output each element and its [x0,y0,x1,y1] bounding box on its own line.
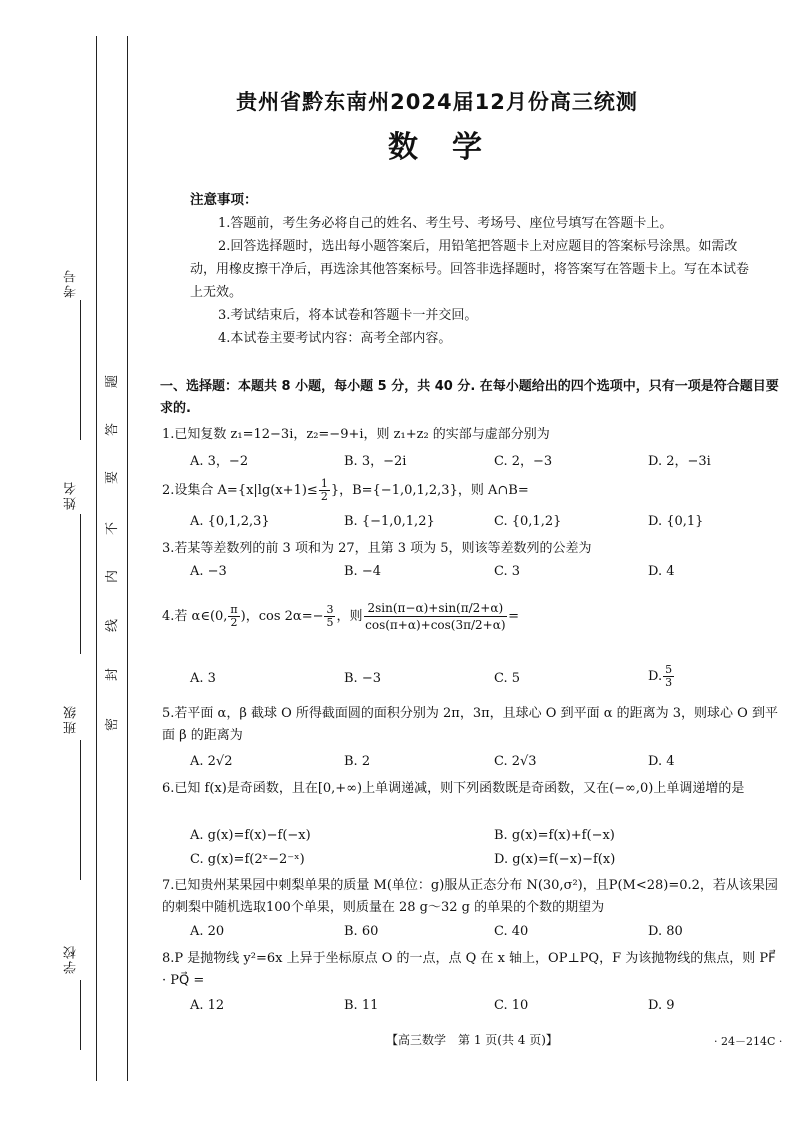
seal-char: 答 [105,422,121,437]
seal-char: 不 [105,521,121,536]
class-label: 班级 [64,704,79,734]
class-blank[interactable] [80,740,82,880]
question-6-stem: 6.已知 f(x)是奇函数，且在[0,+∞)上单调递减，则下列函数既是奇函数，又在(−∞,0)上单调递增的是 [162,781,745,796]
question-5-stem: 5.若平面 α，β 截球 O 所得截面圆的面积分别为 2π，3π，且球心 O 到平面 α 的距离为 3，则球心 O 到平面 β 的距离为 [162,706,778,743]
q4-big-fraction: $\frac{2\sin(\pi-\alpha)+\sin(\pi/2+\alpha)}{\cos(\pi+\alpha)+\cos(3\pi/2+\alpha)}$ [365,601,506,632]
q4-option-c: C. 5 [494,671,521,686]
notice-item-1: 1.答题前，考生务必将自己的姓名、考生号、考场号、座位号填写在答题卡上。 [218,216,673,231]
q5-option-d: D. 4 [648,754,675,769]
q4-equals: = [508,608,520,624]
q1-option-b: B. 3，−2i [344,454,407,469]
q4-pi-over-2: $\frac{\pi}{2}$ [230,603,238,629]
q3-option-a: A. −3 [190,564,227,579]
seal-char: 题 [105,374,121,389]
notice-heading: 注意事项： [190,192,258,208]
q6-option-c: C. g(x)=f(2ˣ−2⁻ˣ) [190,852,305,867]
q8-option-c: C. 10 [494,998,529,1013]
q3-option-d: D. 4 [648,564,675,579]
seal-char: 要 [105,470,121,485]
q4-option-b: B. −3 [344,671,381,686]
q6-option-d: D. g(x)=f(−x)−f(x) [494,852,616,867]
q2-stem-post: }，B={−1,0,1,2,3}，则 A∩B= [330,483,529,498]
seal-char: 内 [105,569,121,584]
q2-option-a: A. {0,1,2,3} [190,514,270,529]
q2-option-c: C. {0,1,2} [494,514,562,529]
q3-option-b: B. −4 [344,564,381,579]
q8-option-d: D. 9 [648,998,675,1013]
question-7-stem: 7.已知贵州某果园中刺梨单果的质量 M(单位：g)服从正态分布 N(30,σ²)，且P(M<28)=0.2，若从该果园的刺梨中随机选取100个单果，则质量在 28 g～32 g 的单果的个数的期望为 [162,878,778,915]
q7-option-a: A. 20 [190,924,225,939]
q2-option-b: B. {−1,0,1,2} [344,514,435,529]
question-8-stem: 8.P 是抛物线 y²=6x 上异于坐标原点 O 的一点，点 Q 在 x 轴上，OP⊥PQ，F 为该抛物线的焦点，则 PF⃗ · PQ⃗ = [162,951,776,988]
q3-option-c: C. 3 [494,564,521,579]
exam-title: 贵州省黔东南州2024届12月份高三统测 [236,90,638,114]
q1-option-d: D. 2，−3i [648,454,711,469]
q8-option-b: B. 11 [344,998,379,1013]
q5-option-a: A. 2√2 [190,754,233,769]
q7-option-c: C. 40 [494,924,529,939]
seal-char: 密 [105,717,121,732]
q7-option-b: B. 60 [344,924,379,939]
exam-code: · 24－214C · [714,1035,783,1048]
section-heading: 一、选择题：本题共 8 小题，每小题 5 分，共 40 分. 在每小题给出的四个选项中，只有一项是符合题目要求的. [160,379,779,416]
q1-option-a: A. 3，−2 [190,454,249,469]
q4-part2: )，cos 2α=− [240,608,324,624]
seal-char: 线 [105,618,121,633]
binding-line-left [96,36,97,1081]
question-1-stem: 1.已知复数 z₁=12−3i，z₂=−9+i，则 z₁+z₂ 的实部与虚部分别为 [162,427,550,442]
q4-option-a: A. 3 [190,671,216,686]
subject-title: 数学 [388,130,516,165]
q6-option-a: A. g(x)=f(x)−f(−x) [190,828,311,843]
exam-number-label: 考号 [64,268,79,298]
question-2-stem [162,478,782,503]
q4-three-fifths: $\frac{3}{5}$ [326,603,334,629]
q7-option-d: D. 80 [648,924,683,939]
q1-option-c: C. 2，−3 [494,454,553,469]
name-blank[interactable] [80,514,82,654]
q4-part3: ，则 [336,608,363,624]
seal-char: 封 [105,667,121,682]
page-footer: 【高三数学 第 1 页(共 4 页)】 [386,1033,558,1047]
binding-line-right [127,36,128,1081]
school-blank[interactable] [80,980,82,1050]
question-3-stem: 3.若某等差数列的前 3 项和为 27，且第 3 项为 5，则该等差数列的公差为 [162,541,592,556]
q6-option-b: B. g(x)=f(x)+f(−x) [494,828,615,843]
exam-number-blank[interactable] [80,300,82,440]
notice-item-3: 3.考试结束后，将本试卷和答题卡一并交回。 [218,308,478,323]
school-label: 学校 [64,944,79,974]
q5-option-c: C. 2√3 [494,754,537,769]
q4-part1: 4.若 α∈(0, [162,608,228,624]
q5-option-b: B. 2 [344,754,371,769]
q2-option-d: D. {0,1} [648,514,704,529]
q8-option-a: A. 12 [190,998,225,1013]
name-label: 姓名 [64,480,79,510]
q2-stem-pre: 2.设集合 A={x|lg(x+1)≤ [162,483,318,498]
question-4-stem [162,600,782,633]
q2-fraction: $\frac{1}{2}$ [320,477,328,503]
q4-option-d: D. $\frac{5}{3}$ [648,663,673,689]
notice-item-2: 2.回答选择题时，选出每小题答案后，用铅笔把答题卡上对应题目的答案标号涂黑。如需改动，用橡皮擦干净后，再选涂其他答案标号。回答非选择题时，将答案写在答题卡上。写在本试卷上无效。 [190,239,750,300]
notice-item-4: 4.本试卷主要考试内容：高考全部内容。 [218,331,452,346]
